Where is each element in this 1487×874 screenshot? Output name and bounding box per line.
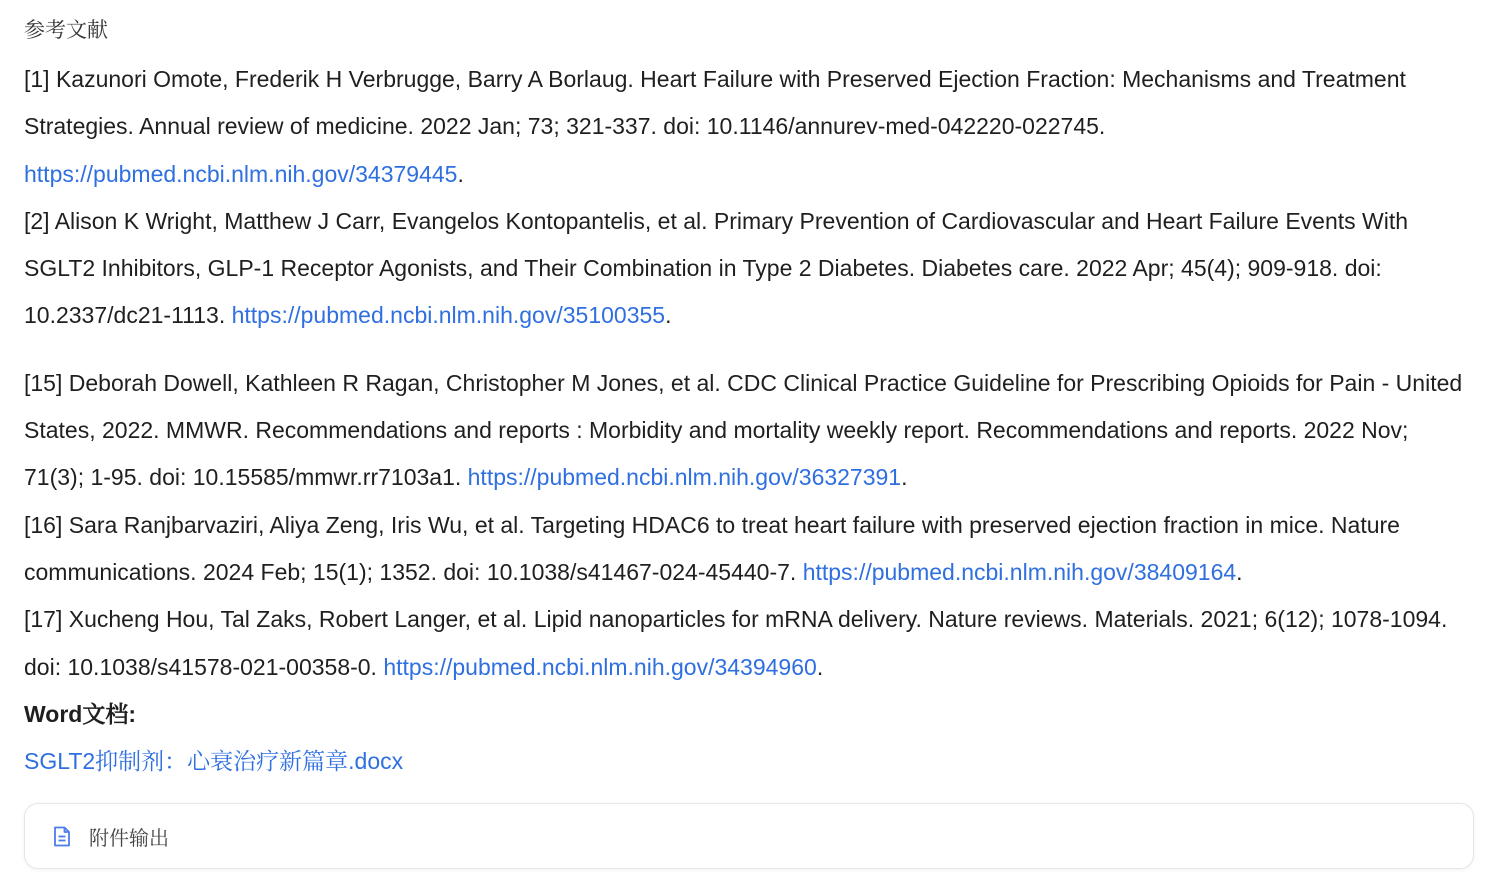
reference-text: [15] Deborah Dowell, Kathleen R Ragan, Christopher M Jones, et al. CDC Clinical Practice Guideline for Prescribing Opioids for Pain - United States, 2022. MMWR. Recommendations and reports : Morbidity and mortality weekly report. Recommendations and reports. 2022 Nov; 71(3); 1-95. doi: 10.15585/mmwr.rr7103a1. [24, 369, 1463, 491]
reference-item-15 [24, 360, 1463, 502]
pubmed-link[interactable]: https://pubmed.ncbi.nlm.nih.gov/38409164 [802, 558, 1237, 585]
word-doc-link[interactable]: SGLT2抑制剂：心衰治疗新篇章.docx [24, 748, 404, 775]
word-doc-item [24, 738, 1463, 785]
reference-text: [16] Sara Ranjbarvaziri, Aliya Zeng, Iris Wu, et al. Targeting HDAC6 to treat heart failure with preserved ejection fraction in mice. Nature communications. 2024 Feb; 15(1); 1352. doi: 10.1038/s41467-024-45440-7. [24, 511, 1400, 585]
pubmed-link[interactable]: https://pubmed.ncbi.nlm.nih.gov/34394960 [383, 653, 817, 680]
reference-text: [17] Xucheng Hou, Tal Zaks, Robert Langer, et al. Lipid nanoparticles for mRNA delivery. Nature reviews. Materials. 2021; 6(12); 1078-1094. doi: 10.1038/s41578-021-00358-0. [24, 606, 1448, 680]
reference-item-2 [24, 198, 1463, 340]
reference-text: [2] Alison K Wright, Matthew J Carr, Evangelos Kontopantelis, et al. Primary Prevention of Cardiovascular and Heart Failure Events With SGLT2 Inhibitors, GLP-1 Receptor Agonists, and Their Combination in Type 2 Diabetes. Diabetes care. 2022 Apr; 45(4); 909-918. doi: 10.2337/dc21-1113. [24, 207, 1409, 329]
section-title: 参考文献 [24, 19, 108, 42]
pubmed-link[interactable]: https://pubmed.ncbi.nlm.nih.gov/34379445 [24, 160, 458, 187]
reference-item-1 [24, 56, 1463, 198]
reference-item-17 [24, 596, 1463, 691]
reference-suffix: . [457, 160, 464, 187]
reference-suffix: . [901, 464, 908, 491]
reference-item-16 [24, 502, 1463, 597]
reference-list [24, 56, 1463, 691]
attachment-label: 附件输出 [89, 827, 169, 850]
reference-text: [1] Kazunori Omote, Frederik H Verbrugge, Barry A Borlaug. Heart Failure with Preserved Ejection Fraction: Mechanisms and Treatment Strategies. Annual review of medicine. 2022 Jan; 73; 321-337. doi: 10.1146/annurev-med-042220-022745. [24, 66, 1406, 140]
reference-suffix: . [1236, 558, 1243, 585]
document-icon [51, 825, 73, 847]
pubmed-link[interactable]: https://pubmed.ncbi.nlm.nih.gov/35100355 [231, 302, 666, 329]
word-doc-title: Word文档: [24, 700, 137, 727]
pubmed-link[interactable]: https://pubmed.ncbi.nlm.nih.gov/36327391 [467, 464, 902, 491]
reference-suffix: . [816, 653, 824, 680]
attachment-output-button[interactable] [24, 803, 1474, 869]
reference-suffix: . [665, 302, 672, 329]
